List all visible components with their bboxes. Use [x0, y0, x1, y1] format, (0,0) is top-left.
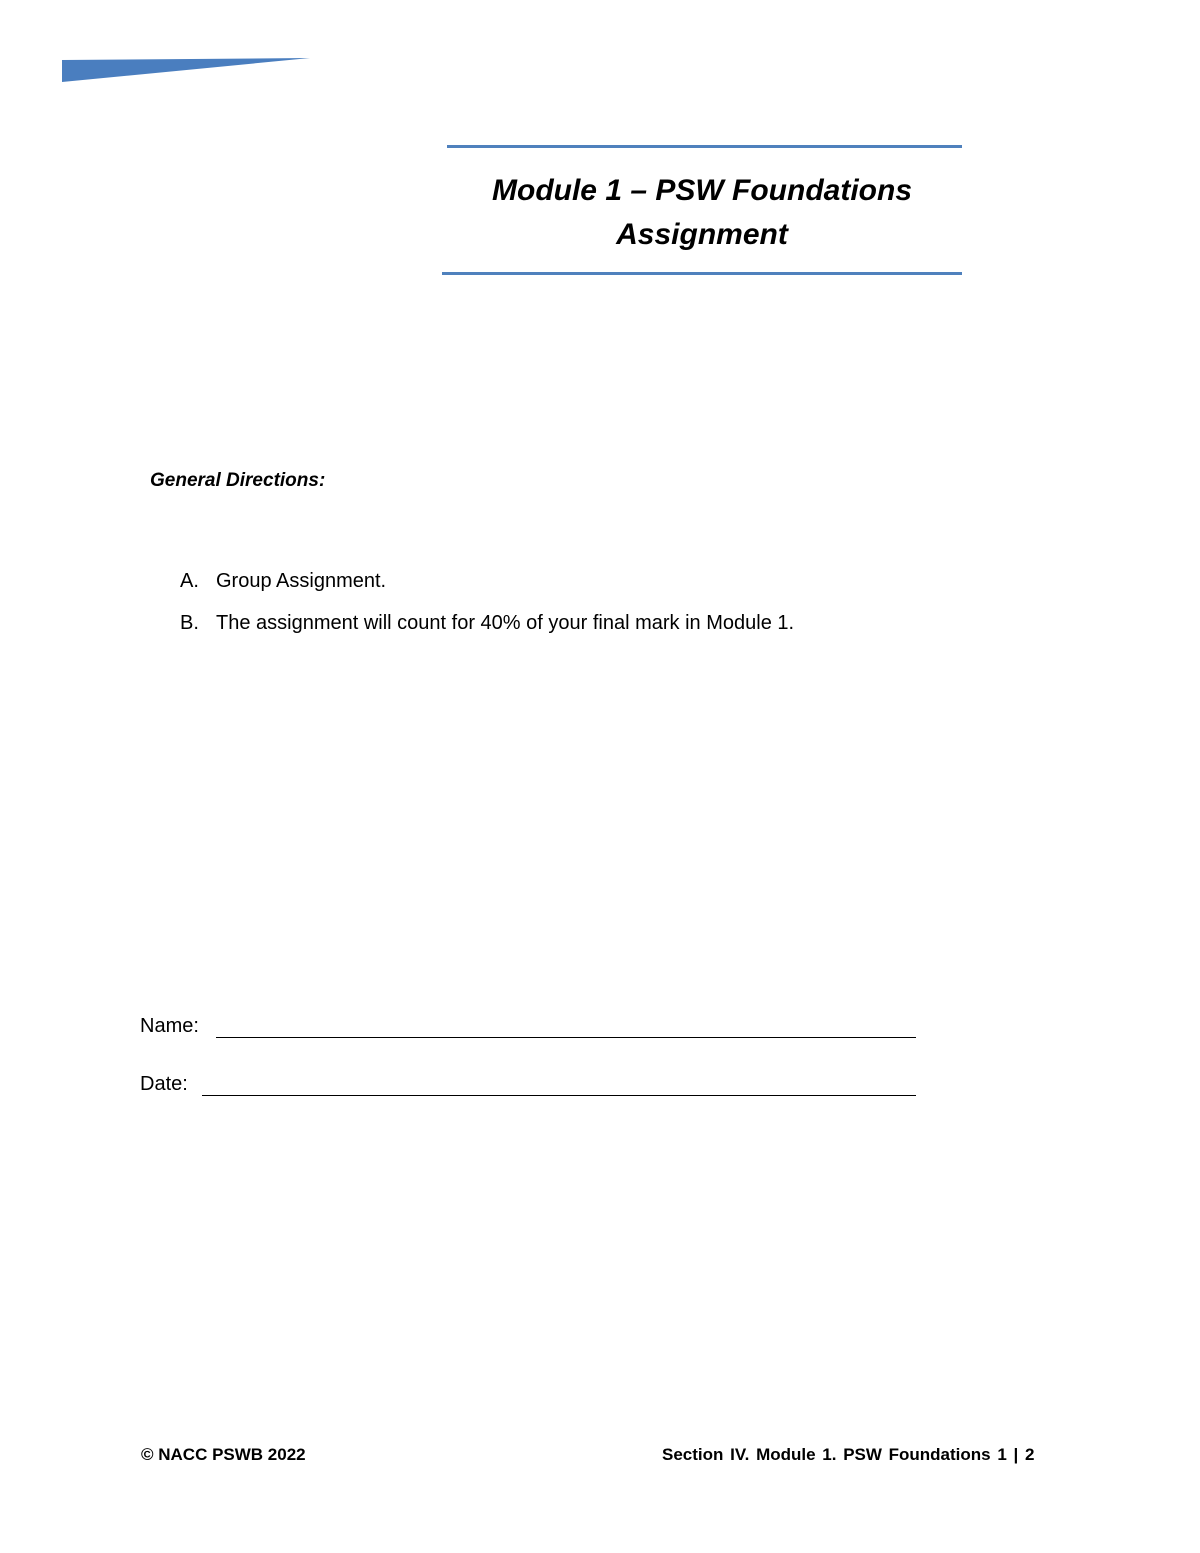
title-block [442, 145, 962, 275]
page-title-line2: Assignment [616, 218, 788, 251]
list-item-text: The assignment will count for 40% of your final mark in Module 1. [216, 612, 795, 634]
footer-section-info: Section IV. Module 1. PSW Foundations 1 | 2 [662, 1445, 1035, 1464]
name-field[interactable] [216, 1037, 916, 1038]
list-item-text: Group Assignment. [216, 570, 387, 592]
logo-banner [62, 58, 310, 82]
page-title [442, 169, 962, 257]
list-item-marker: B. [180, 612, 199, 634]
list-item [180, 610, 794, 652]
name-label: Name: [140, 1015, 199, 1037]
date-field-row [140, 1071, 188, 1097]
title-rule-bottom [442, 272, 962, 275]
name-field-row [140, 1013, 199, 1039]
list-item [180, 568, 794, 610]
date-field[interactable] [202, 1095, 916, 1096]
date-label: Date: [140, 1073, 188, 1095]
directions-heading: General Directions: [150, 470, 326, 491]
footer-copyright: © NACC PSWB 2022 [141, 1445, 306, 1464]
list-item-marker: A. [180, 570, 199, 592]
title-rule-top [447, 145, 962, 148]
page-title-line1: Module 1 – PSW Foundations [492, 174, 912, 207]
directions-list [180, 568, 794, 652]
